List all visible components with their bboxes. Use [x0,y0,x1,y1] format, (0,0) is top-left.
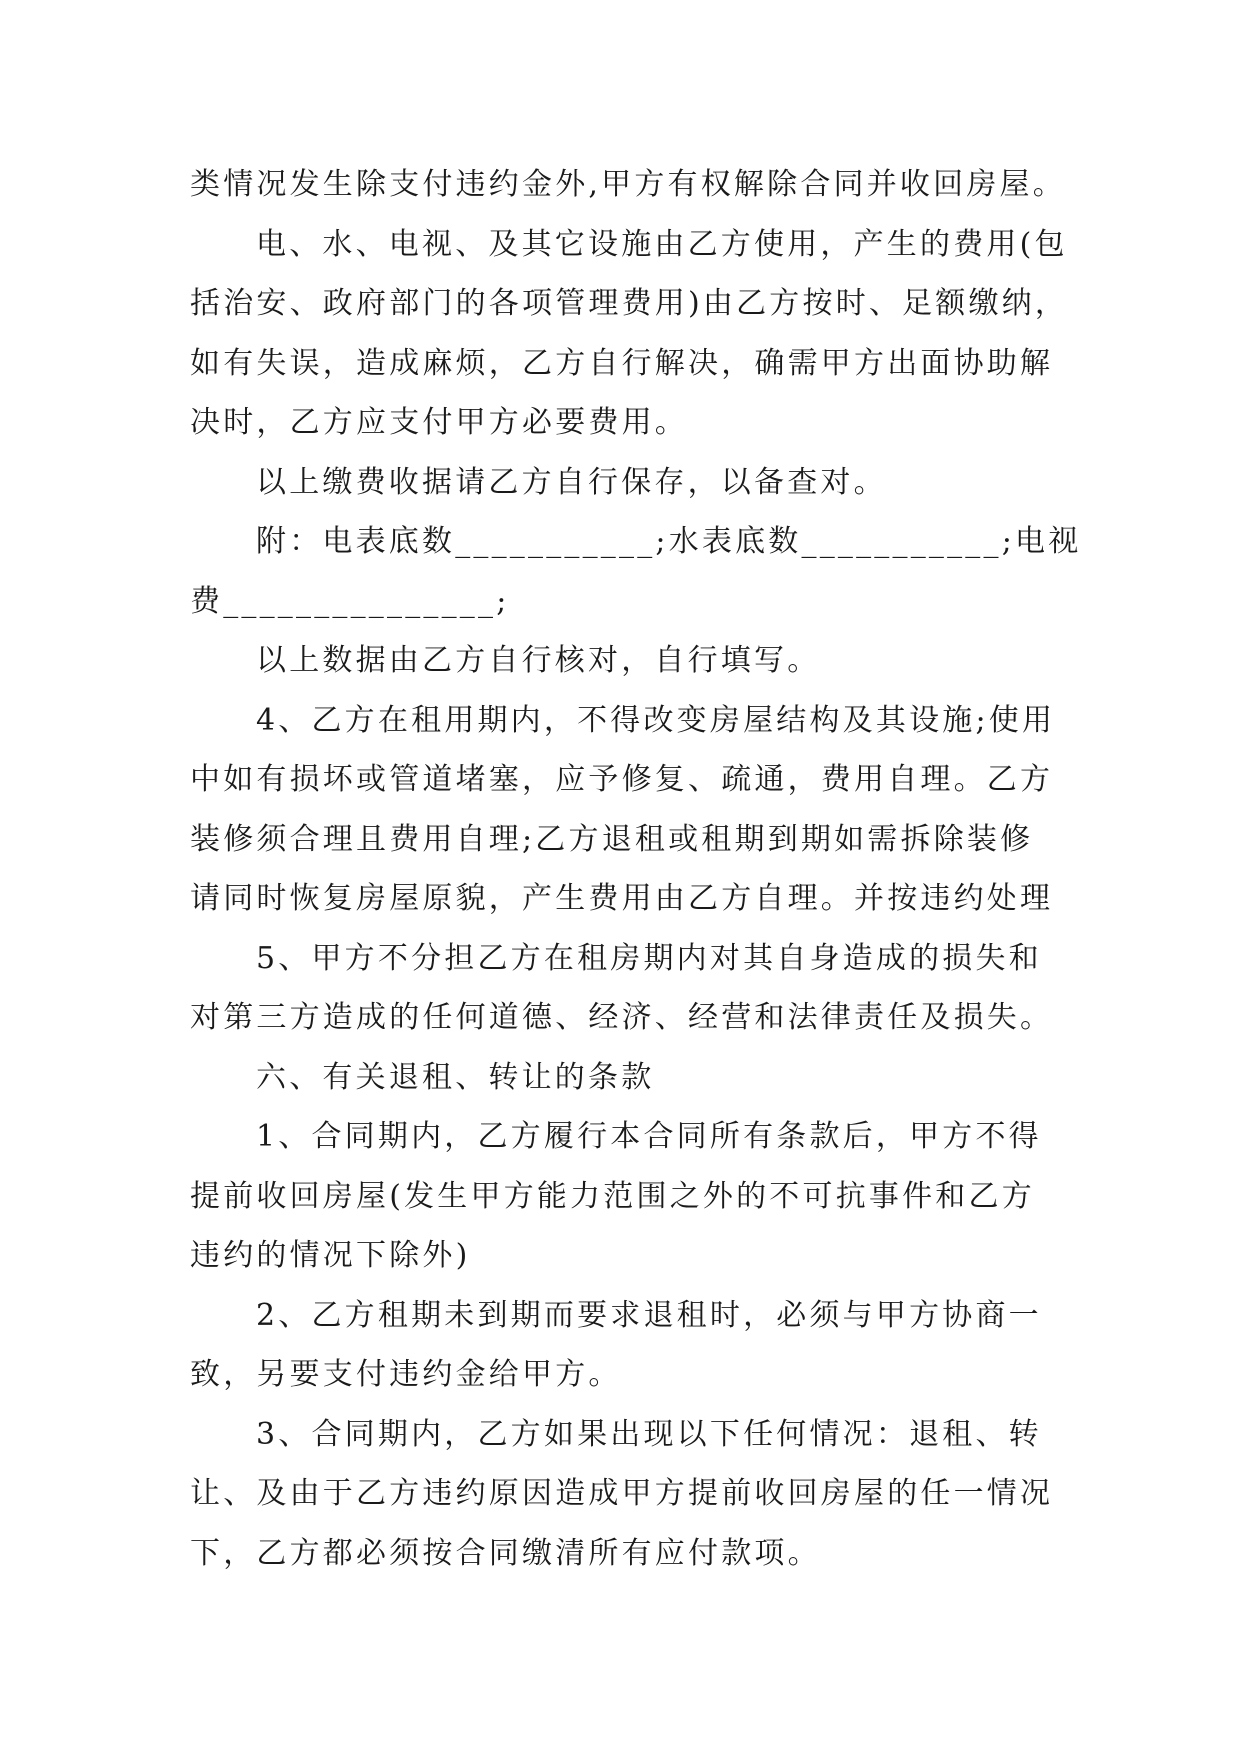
text-line: 类情况发生除支付违约金外,甲方有权解除合同并收回房屋。 [190,167,1066,202]
text-line: 括治安、政府部门的各项管理费用)由乙方按时、足额缴纳， [190,286,1069,321]
text-line: 装修须合理且费用自理;乙方退租或租期到期如需拆除装修 [190,821,1034,857]
text-line: 电、水、电视、及其它设施由乙方使用，产生的费用(包 [256,226,1068,262]
text-line: 违约的情况下除外) [190,1238,471,1273]
text-line: 决时，乙方应支付甲方必要费用。 [190,405,688,440]
section-heading: 六、有关退租、转让的条款 [256,1059,655,1095]
text-line: 请同时恢复房屋原貌，产生费用由乙方自理。并按违约处理 [190,881,1054,916]
text-line: 3、合同期内，乙方如果出现以下任何情况：退租、转 [256,1416,1042,1452]
text-line: 中如有损坏或管道堵塞，应予修复、疏通，费用自理。乙方 [190,762,1054,797]
text-line: 费_______________; [190,583,510,619]
text-line: 2、乙方租期未到期而要求退租时，必须与甲方协商一 [256,1297,1042,1333]
text-line: 提前收回房屋(发生甲方能力范围之外的不可抗事件和乙方 [190,1178,1035,1214]
text-line: 4、乙方在租用期内，不得改变房屋结构及其设施;使用 [256,702,1056,738]
text-line: 让、及由于乙方违约原因造成甲方提前收回房屋的任一情况 [190,1476,1054,1511]
text-line: 5、甲方不分担乙方在租房期内对其自身造成的损失和 [256,940,1042,976]
document-body [190,155,1080,1583]
text-line: 1、合同期内，乙方履行本合同所有条款后，甲方不得 [256,1119,1042,1154]
text-line: 对第三方造成的任何道德、经济、经营和法律责任及损失。 [190,1000,1054,1035]
text-line: 下，乙方都必须按合同缴清所有应付款项。 [190,1535,821,1571]
text-line: 以上数据由乙方自行核对，自行填写。 [256,643,821,678]
text-line: 如有失误，造成麻烦，乙方自行解决，确需甲方出面协助解 [190,345,1054,381]
text-line: 以上缴费收据请乙方自行保存，以备查对。 [256,464,887,500]
text-line: 致，另要支付违约金给甲方。 [190,1357,622,1392]
text-line: 附：电表底数___________;水表底数___________;电视 [256,524,1082,559]
